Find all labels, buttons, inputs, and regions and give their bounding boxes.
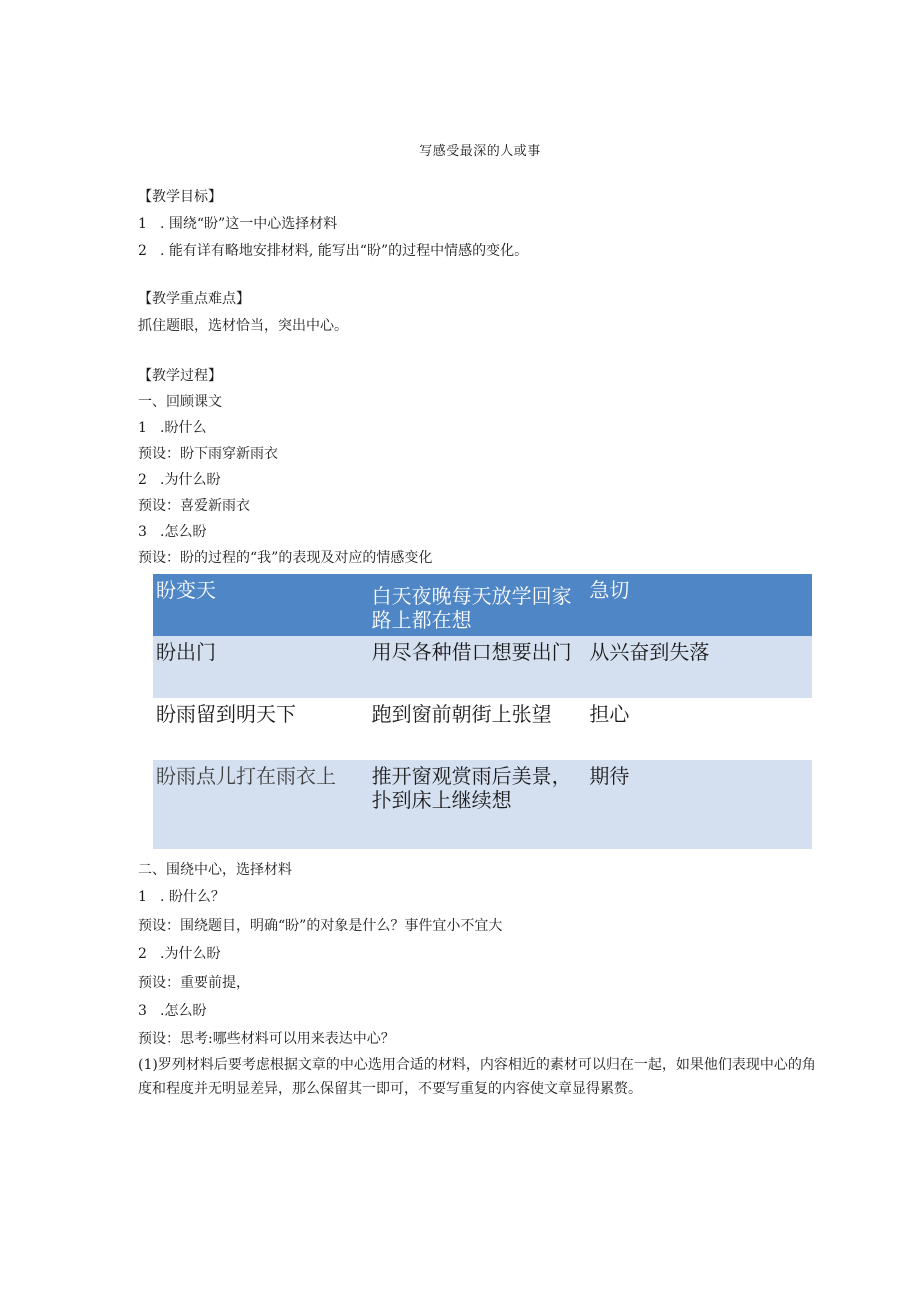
list-item [138, 945, 220, 963]
preset-text: 预设：盼的过程的“我”的表现及对应的情感变化 [138, 550, 433, 566]
item-text: .怎么盼 [160, 1003, 207, 1019]
table-cell: 推开窗观赏雨后美景，扑到床上继续想 [371, 764, 572, 812]
item-text: .为什么盼 [160, 472, 221, 488]
preset-text: 预设：喜爱新雨衣 [138, 498, 250, 514]
goal-text: . 围绕“盼”这一中心选择材料 [160, 216, 338, 232]
table-row [153, 574, 812, 636]
table-cell [369, 574, 587, 636]
preset-text: 预设：围绕题目，明确“盼”的对象是什么？事件宜小不宜大 [138, 918, 503, 934]
section-heading: 二、围绕中心，选择材料 [138, 862, 292, 878]
item-text: .为什么盼 [160, 946, 221, 962]
item-number: 2 [138, 472, 147, 488]
table-cell: 用尽各种借口想要出门 [371, 640, 572, 664]
list-item [138, 888, 225, 906]
item-number: 3 [138, 1003, 147, 1019]
item-number: 3 [138, 524, 147, 540]
key-heading: 【教学重点难点】 [138, 291, 250, 307]
goal-text: . 能有详有略地安排材料, 能写出“盼”的过程中情感的变化。 [160, 243, 529, 259]
item-text: . 盼什么？ [160, 889, 225, 905]
item-number: 1 [138, 420, 147, 436]
emotion-table [153, 574, 812, 849]
table-row [153, 698, 812, 760]
preset-text: 预设：重要前提， [138, 975, 250, 991]
table-cell: 期待 [589, 764, 630, 788]
table-cell: 盼雨点儿打在雨衣上 [156, 764, 336, 788]
list-item [138, 523, 206, 541]
table-cell: 担心 [589, 702, 630, 726]
body-paragraph: (1)罗列材料后要考虑根据文章的中心选用合适的材料，内容相近的素材可以归在一起，如果他们表现中心的角度和程度并无明显差异，那么保留其一即可，不要写重复的内容使文章显得累赘。 [138, 1057, 816, 1097]
item-text: .怎么盼 [160, 524, 207, 540]
preset-text: 预设：盼下雨穿新雨衣 [138, 446, 278, 462]
list-item [138, 1002, 206, 1020]
item-number: 2 [138, 946, 147, 962]
table-cell: 跑到窗前朝街上张望 [371, 702, 552, 726]
preset-text: 预设：思考:哪些材料可以用来表达中心？ [138, 1031, 395, 1047]
table-row [153, 760, 812, 849]
list-item [138, 419, 206, 437]
goal-number: 1 [138, 216, 147, 232]
key-text: 抓住题眼，选材恰当，突出中心。 [138, 318, 348, 334]
table-cell: 盼出门 [156, 640, 216, 664]
goal-number: 2 [138, 243, 147, 259]
section-heading: 一、回顾课文 [138, 394, 222, 410]
process-heading: 【教学过程】 [138, 368, 222, 384]
list-item [138, 471, 220, 489]
document-title: 写感受最深的人或事 [419, 144, 541, 159]
table-cell: 从兴奋到失落 [589, 640, 710, 664]
goal-item [138, 242, 528, 260]
item-number: 1 [138, 889, 147, 905]
goal-item [138, 215, 337, 233]
table-cell: 盼雨留到明天下 [156, 702, 296, 726]
item-text: .盼什么 [160, 420, 207, 436]
goals-heading: 【教学目标】 [138, 189, 222, 205]
table-cell: 盼变天 [156, 578, 216, 602]
table-row [153, 636, 812, 698]
table-cell: 急切 [589, 578, 630, 602]
table-cell-text: 白天夜晚每天放学回家路上都在想 [371, 584, 572, 632]
